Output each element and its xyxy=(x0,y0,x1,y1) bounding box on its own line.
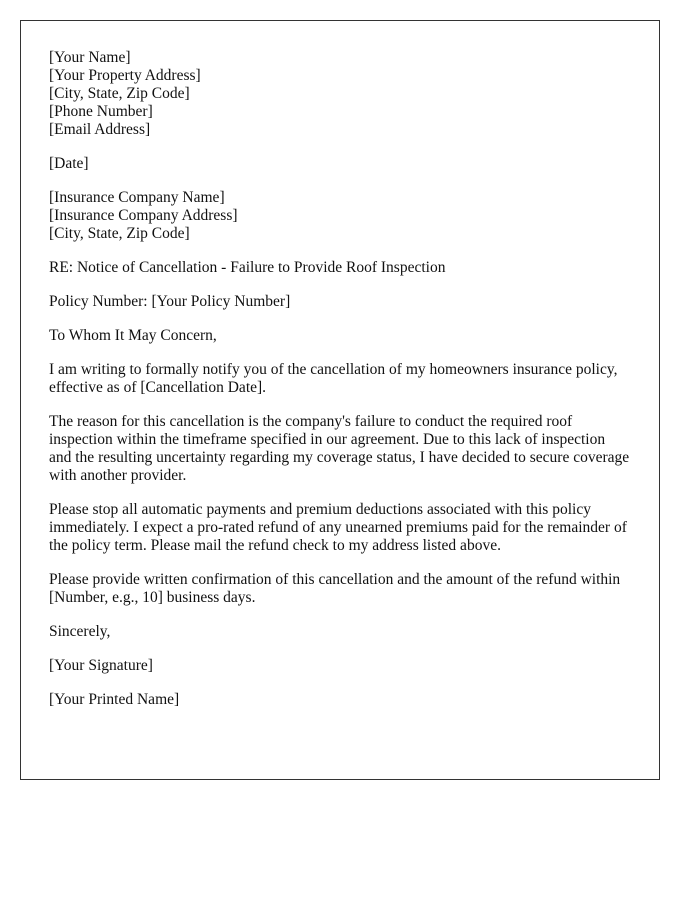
recipient-city-state-zip: [City, State, Zip Code] xyxy=(49,225,190,242)
sender-block xyxy=(49,49,631,139)
sender-phone: [Phone Number] xyxy=(49,103,153,120)
salutation: To Whom It May Concern, xyxy=(49,327,217,344)
letter-date: [Date] xyxy=(49,155,89,172)
body-paragraph: I am writing to formally notify you of the cancellation of my homeowners insurance policy, effective as of [Cancellation Date]. xyxy=(49,361,618,396)
sender-address: [Your Property Address] xyxy=(49,67,201,84)
sender-name: [Your Name] xyxy=(49,49,131,66)
recipient-company-address: [Insurance Company Address] xyxy=(49,207,238,224)
sender-city-state-zip: [City, State, Zip Code] xyxy=(49,85,190,102)
subject-line: RE: Notice of Cancellation - Failure to Provide Roof Inspection xyxy=(49,259,446,276)
printed-name: [Your Printed Name] xyxy=(49,691,180,708)
recipient-company-name: [Insurance Company Name] xyxy=(49,189,225,206)
policy-number: Policy Number: [Your Policy Number] xyxy=(49,293,291,310)
sender-email: [Email Address] xyxy=(49,121,151,138)
body-paragraph: Please provide written confirmation of this cancellation and the amount of the refund within [Number, e.g., 10] business days. xyxy=(49,571,621,606)
closing: Sincerely, xyxy=(49,623,111,640)
body-paragraph: The reason for this cancellation is the company's failure to conduct the required roof inspection within the timeframe specified in our agreement. Due to this lack of inspection and the resulting uncertainty regarding my coverage status, I have decided to secure coverage with another provider. xyxy=(49,413,630,484)
body-paragraph: Please stop all automatic payments and premium deductions associated with this policy immediately. I expect a pro-rated refund of any unearned premiums paid for the remainder of the policy term. Please mail the refund check to my address listed above. xyxy=(49,501,627,554)
recipient-block xyxy=(49,189,631,243)
signature: [Your Signature] xyxy=(49,657,153,674)
letter-page xyxy=(20,20,660,780)
